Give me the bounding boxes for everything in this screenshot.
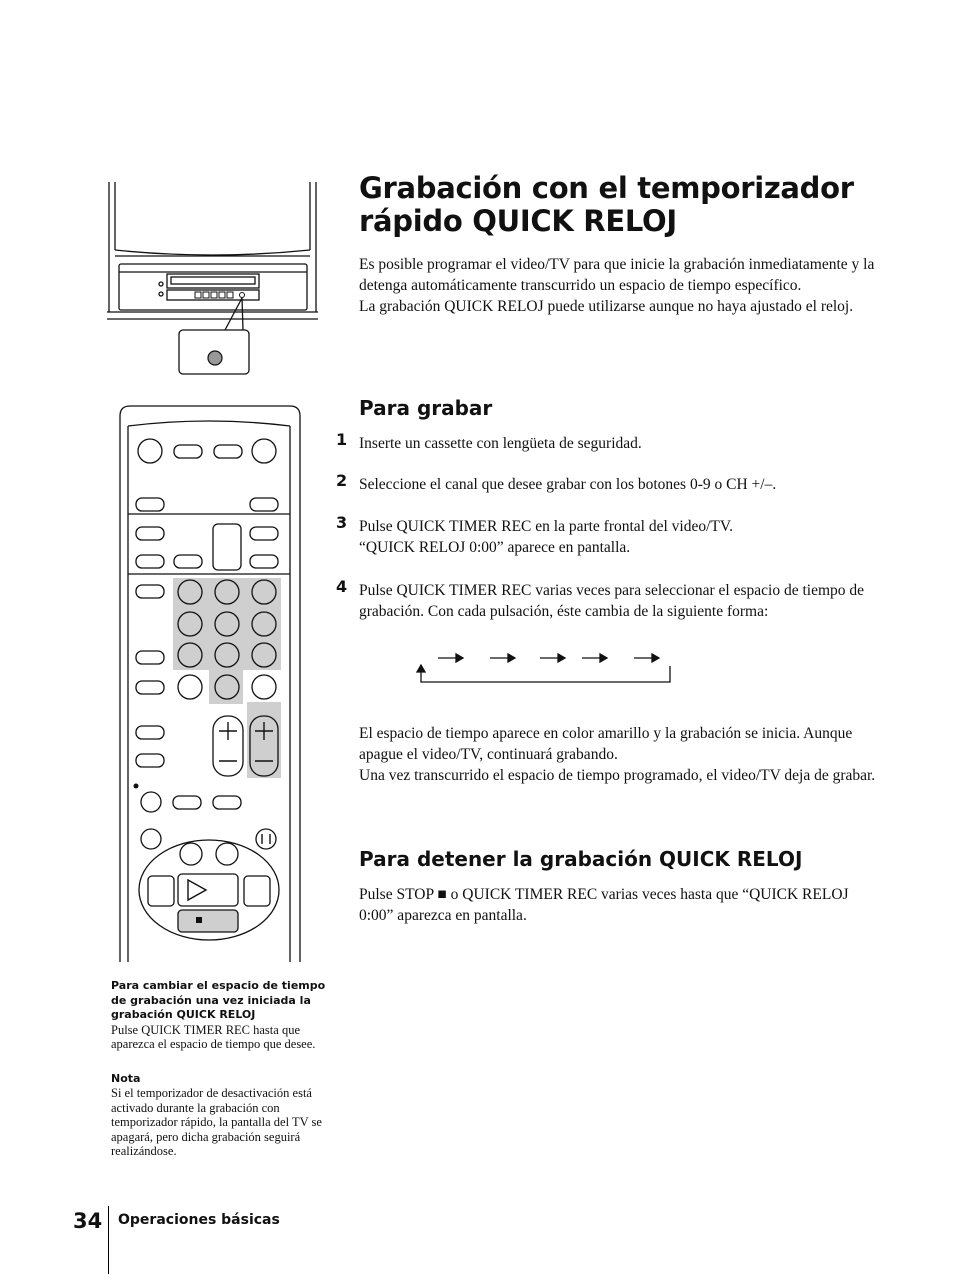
stop-text-after: o QUICK TIMER REC varias veces hasta que “QUICK RELOJ 0:00” aparezca en pantalla. xyxy=(359,886,849,924)
tip-heading: Para cambiar el espacio de tiempo de grabación una vez iniciada la grabación QUICK RELOJ xyxy=(111,979,326,1021)
tv-vcr-illustration xyxy=(105,180,321,380)
step-text: Seleccione el canal que desee grabar con los botones 0-9 o CH +/–. xyxy=(359,476,777,493)
intro-paragraph: Es posible programar el video/TV para que inicie la grabación inmediatamente y la detenga automáticamente transcurrido un espacio de tiempo específico. xyxy=(359,256,875,294)
sidebar-notes xyxy=(111,979,326,1159)
step-number: 3 xyxy=(336,513,348,532)
stop-instructions xyxy=(359,884,879,926)
tip-body: Pulse QUICK TIMER REC hasta que aparezca el espacio de tiempo que desee. xyxy=(111,1022,316,1051)
step-text: “QUICK RELOJ 0:00” aparece en pantalla. xyxy=(359,539,631,556)
section-heading-record: Para grabar xyxy=(359,396,493,420)
intro-paragraph: La grabación QUICK RELOJ puede utilizarse aunque no haya ajustado el reloj. xyxy=(359,298,854,315)
step-number: 4 xyxy=(336,577,348,596)
section-heading-stop: Para detener la grabación QUICK RELOJ xyxy=(359,847,803,871)
sequence-arrows-diagram xyxy=(410,648,680,688)
step-text: Pulse QUICK TIMER REC en la parte frontal del video/TV. xyxy=(359,518,733,535)
after-steps-text xyxy=(359,723,899,786)
stop-square-icon: ■ xyxy=(437,886,447,903)
remote-control-illustration xyxy=(116,404,306,964)
step-number: 1 xyxy=(336,430,348,449)
after-paragraph: El espacio de tiempo aparece en color amarillo y la grabación se inicia. Aunque apague el video/TV, continuará grabando. xyxy=(359,725,853,763)
footer-section-label: Operaciones básicas xyxy=(118,1212,280,1228)
page-number: 34 xyxy=(73,1209,103,1233)
step-text: Pulse QUICK TIMER REC varias veces para seleccionar el espacio de tiempo de grabación. Con cada pulsación, éste cambia de la siguiente forma: xyxy=(359,582,865,620)
step-text: Inserte un cassette con lengüeta de seguridad. xyxy=(359,435,642,452)
note-heading: Nota xyxy=(111,1071,141,1085)
note-body: Si el temporizador de desactivación está activado durante la grabación con temporizador rápido, la pantalla del TV se apagará, pero dicha grabación seguirá realizándose. xyxy=(111,1086,322,1158)
after-paragraph: Una vez transcurrido el espacio de tiempo programado, el video/TV deja de grabar. xyxy=(359,767,876,784)
stop-text-before: Pulse STOP xyxy=(359,886,434,903)
footer-divider xyxy=(108,1206,109,1274)
step-number: 2 xyxy=(336,471,348,490)
intro-text xyxy=(359,254,899,317)
page-title: Grabación con el temporizador rápido QUICK RELOJ xyxy=(359,171,854,238)
